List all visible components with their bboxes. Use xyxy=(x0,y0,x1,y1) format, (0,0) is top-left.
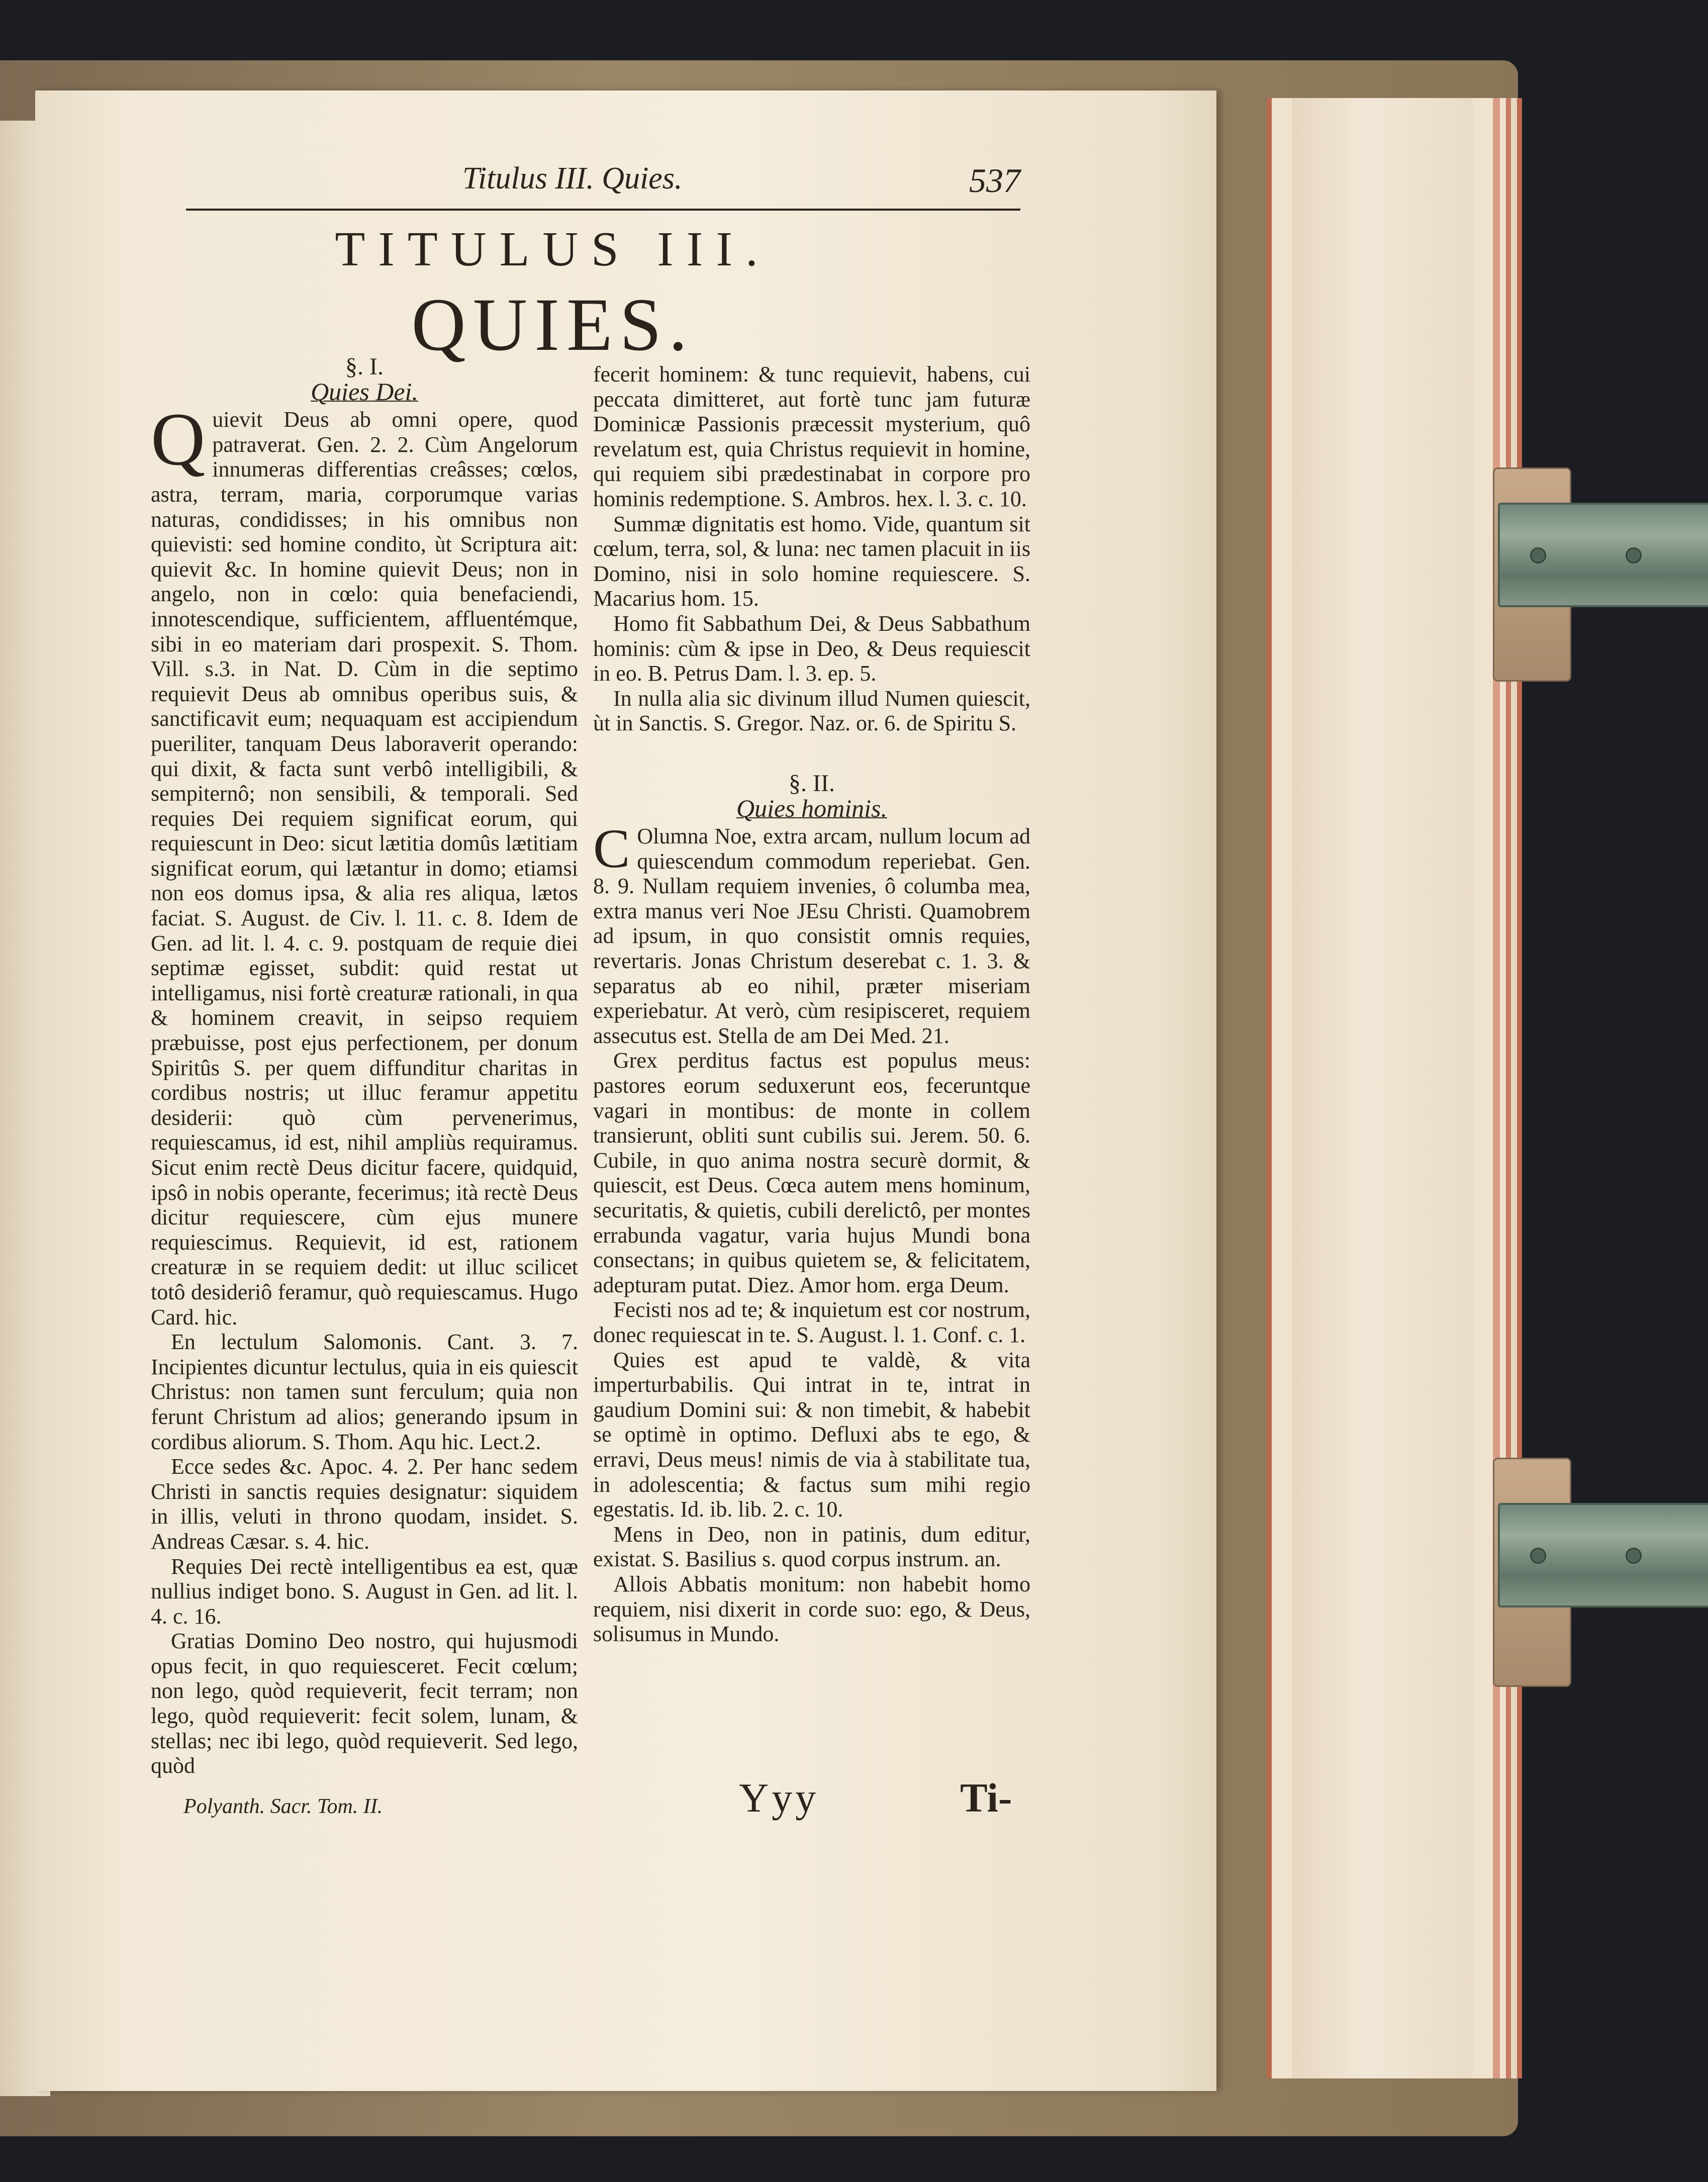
paragraph: fecerit hominem: & tunc requievit, habens, cui peccata dimitteret, aut fortè tunc jam futuræ Dominicæ Passionis præcessit mysterium, quô revelatum est, quia Christus requievit in homine, qui requiem sibi prædestinabat in corpore pro hominis redemptione. S. Ambros. hex. l. 3. c. 10. xyxy=(593,362,1030,511)
drop-capital: C xyxy=(593,818,630,880)
section-gap xyxy=(593,736,1030,771)
drop-capital: Q xyxy=(151,398,206,482)
rivet-icon xyxy=(1530,1548,1546,1564)
paragraph-text: Olumna Noe, extra arcam, nullum locum ad quiescendum commodum reperiebat. Gen. 8. 9. Nullam requiem invenies, ô columba mea, extra manus veri Noe JEsu Christi. Quamobrem ad ipsum, in quo consistit omnis requies, revertaris. Jonas Christum deserebat c. 1. 3. & separatus ab eo nihil, præter miseriam experiebatur. At verò, cùm resipisceret, requiem assecutus est. Stella de am Dei Med. 21. xyxy=(593,824,1030,1048)
paragraph-text: uievit Deus ab omni opere, quod patraverat. Gen. 2. 2. Cùm Angelorum innumeras differentias creâsses; cœlos, astra, terram, maria, corporumque varias naturas, condidisses; in his omnibus non quievisti: sed homine condito, ùt Scriptura ait: quievit &c. In homine quievit Deus; non in angelo, non in cœlo: quia benefaciendi, innotescendique, sufficientem, affluentémque, sibi in eo materiam dari prospexit. S. Thom. Vill. s.3. in Nat. D. Cùm in die septimo requievit Deus ab omnibus operibus suis, & sanctificavit eum; nequaquam est accipiendum pueriliter, tanquam Deus laboraverit operando: qui dixit, & facta sunt verbô intelligibili, & sempiternô; non sensibili, & temporali. Sed requies Dei requiem significat eorum, qui requiescunt in Deo: sicut lætitia domûs lætitiam significat eorum, qui lætantur in domo; etiamsi non eos domus ipsa, & alia res aliqua, lætos faciat. S. August. de Civ. l. 11. c. 8. Idem de Gen. ad lit. l. 4. c. 9. postquam de requie diei septimæ egisset, subdit: quid restat ut intelligamus, nisi fortè creaturæ rationali, in qua & hominem creavit, in seipso requiem præbuisse, post ejus perfectionem, per donum Spiritûs S. per quem diffunditur charitas in cordibus nostris; ut illuc feramur appetitu desiderii: quò cùm pervenerimus, requiescamus, id est, nihil ampliùs requiramus. Sicut enim rectè Deus dicitur facere, quidquid, ipsô in nobis operante, fecerimus; ità rectè Deus dicitur requiescere, cùm ejus munere requiescimus. Requievit, id est, rationem creaturæ in se requiem dedit: ut illuc scilicet totô desideriô feramur, quò requiescamus. Hugo Card. hic. xyxy=(151,407,578,1330)
section-number: §. II. xyxy=(789,770,835,797)
lower-clasp-strap xyxy=(1498,1503,1708,1607)
paragraph: Quies est apud te valdè, & vita imperturbabilis. Qui intrat in te, intrat in gaudium Domini sui: & non timebit, & habebit se optimè in optimo. Defluxi abs te ego, & erravi, Deus meus! nimis de via à stabilitate tua, in adolescentia; & factus sum mihi regio egestatis. Id. ib. lib. 2. c. 10. xyxy=(593,1347,1030,1522)
footer-signature: Polyanth. Sacr. Tom. II. xyxy=(183,1795,383,1818)
paragraph: Requies Dei rectè intelligentibus ea est, quæ nullius indiget bono. S. August in Gen. ad lit. l. 4. c. 16. xyxy=(151,1554,578,1629)
paragraph: En lectulum Salomonis. Cant. 3. 7. Incipientes dicuntur lectulus, quia in eis quiescit Christus: non tamen sunt ferculum; quia non ferunt Christum ad alios; generando ipsum in cordibus aliorum. S. Thom. Aqu hic. Lect.2. xyxy=(151,1330,578,1454)
paragraph: Homo fit Sabbathum Dei, & Deus Sabbathum hominis: cùm & ipse in Deo, & Deus requiescit in eo. B. Petrus Dam. l. 3. ep. 5. xyxy=(593,611,1030,686)
right-column xyxy=(593,362,1030,1647)
paragraph: Grex perditus factus est populus meus: pastores eorum seduxerunt eos, feceruntque vagari in montibus: de monte in collem transierunt, obliti sunt cubilis sui. Jerem. 50. 6. Cubile, in quo anima nostra securè dormit, & quiescit, est Deus. Cœca autem mens hominum, securitatis, & quietis, cubili derelictô, per montes errabunda vagatur, varia hujus Mundi bona consectans; in quibus quietem se, & felicitatem, adepturam putat. Diez. Amor hom. erga Deum. xyxy=(593,1048,1030,1297)
paragraph: Gratias Domino Deo nostro, qui hujusmodi opus fecit, in quo requiesceret. Fecit cœlum; non lego, quòd requieverit, fecit terram; non lego, quòd requieverit: fecit solem, lunam, & stellas; nec ibi lego, quòd requieverit. Sed lego, quòd xyxy=(151,1629,578,1778)
rivet-icon xyxy=(1626,547,1642,563)
section-number: §. I. xyxy=(345,353,384,380)
paragraph: Ecce sedes &c. Apoc. 4. 2. Per hanc sedem Christi in sanctis requies designatur: siquidem in illis, veluti in throno quodam, insidet. S. Andreas Cæsar. s. 4. hic. xyxy=(151,1454,578,1554)
section-title: Quies hominis. xyxy=(736,794,887,822)
paragraph: Summæ dignitatis est homo. Vide, quantum sit cœlum, terra, sol, & luna: nec tamen placuit in iis Domino, nisi in solo homine requiescere. S. Macarius hom. 15. xyxy=(593,511,1030,611)
page-number: 537 xyxy=(969,161,1020,200)
next-page-edge xyxy=(1292,98,1473,2078)
running-head xyxy=(186,161,1020,211)
paragraph xyxy=(593,818,1030,1048)
paragraph: In nulla alia sic divinum illud Numen quiescit, ùt in Sanctis. S. Gregor. Naz. or. 6. de Spiritu S. xyxy=(593,686,1030,736)
catchword: Ti- xyxy=(960,1775,1012,1821)
section-title: Quies Dei. xyxy=(311,377,418,406)
rivet-icon xyxy=(1530,547,1546,563)
running-title: Titulus III. Quies. xyxy=(462,161,683,196)
page-block-edges xyxy=(1267,98,1493,2078)
upper-clasp-strap xyxy=(1498,503,1708,607)
paragraph: Fecisti nos ad te; & inquietum est cor nostrum, donec requiescat in te. S. August. l. 1. Conf. c. 1. xyxy=(593,1297,1030,1347)
paragraph: Mens in Deo, non in patinis, dum editur, existat. S. Basilius s. quod corpus instrum. an. xyxy=(593,1522,1030,1572)
signature-mark: Yyy xyxy=(739,1775,819,1821)
rivet-icon xyxy=(1626,1548,1642,1564)
left-column xyxy=(151,354,578,1778)
paragraph xyxy=(151,398,578,1330)
paragraph: Allois Abbatis monitum: non habebit homo requiem, nisi dixerit in corde suo: ego, & Deus, solisumus in Mundo. xyxy=(593,1571,1030,1647)
title-line: TITULUS III. xyxy=(335,222,771,276)
main-title: QUIES. xyxy=(411,283,695,366)
